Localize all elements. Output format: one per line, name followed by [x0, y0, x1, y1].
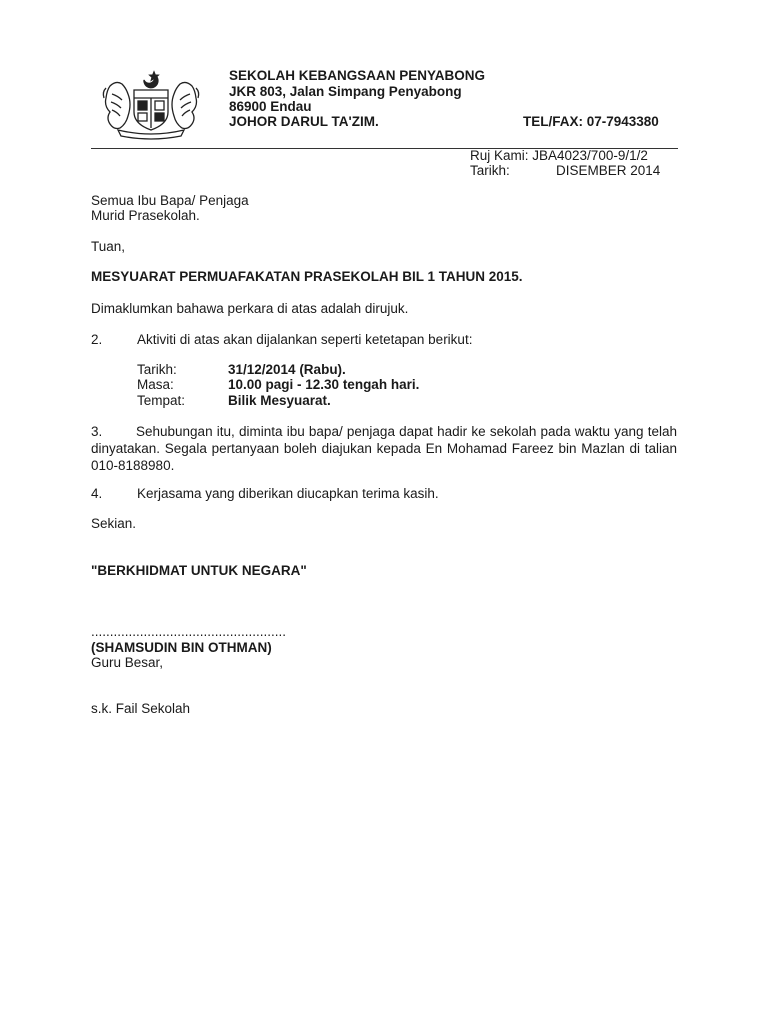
- paragraph-4-text: Kerjasama yang diberikan diucapkan terima kasih.: [137, 486, 439, 501]
- detail-label-time: Masa:: [137, 377, 174, 392]
- paragraph-3-number: 3.: [91, 424, 103, 439]
- address-line-2: 86900 Endau: [229, 99, 312, 114]
- malaysia-coat-of-arms-icon: [96, 68, 206, 140]
- closing: Sekian.: [91, 516, 137, 531]
- address-line-1: JKR 803, Jalan Simpang Penyabong: [229, 84, 462, 99]
- date-value: DISEMBER 2014: [556, 163, 661, 178]
- paragraph-3: [91, 423, 677, 474]
- school-name: SEKOLAH KEBANGSAAN PENYABONG: [229, 68, 486, 83]
- carbon-copy: s.k. Fail Sekolah: [91, 701, 191, 716]
- paragraph-2-number: 2.: [91, 332, 103, 347]
- paragraph-3-text: Sehubungan itu, diminta ibu bapa/ penjaga dapat hadir ke sekolah pada waktu yang telah dinyatakan. Segala pertanyaan boleh diajukan kepada En Mohamad Fareez bin Mazlan di talian 010-8188980.: [91, 424, 677, 473]
- detail-label-date: Tarikh:: [137, 362, 177, 377]
- date-label: Tarikh:: [470, 163, 510, 178]
- paragraph-4-number: 4.: [91, 486, 103, 501]
- address-line-3: JOHOR DARUL TA'ZIM.: [229, 114, 379, 129]
- subject: MESYUARAT PERMUAFAKATAN PRASEKOLAH BIL 1 TAHUN 2015.: [91, 269, 523, 284]
- telfax: TEL/FAX: 07-7943380: [523, 114, 659, 129]
- detail-value-venue: Bilik Mesyuarat.: [228, 393, 331, 408]
- signatory-name: (SHAMSUDIN BIN OTHMAN): [91, 640, 272, 655]
- motto: "BERKHIDMAT UNTUK NEGARA": [91, 563, 307, 578]
- paragraph-2-text: Aktiviti di atas akan dijalankan seperti ketetapan berikut:: [137, 332, 473, 347]
- paragraph-1: Dimaklumkan bahawa perkara di atas adalah dirujuk.: [91, 301, 409, 316]
- detail-value-date: 31/12/2014 (Rabu).: [228, 362, 346, 377]
- signatory-title: Guru Besar,: [91, 655, 164, 670]
- recipient-line-2: Murid Prasekolah.: [91, 208, 200, 223]
- salutation: Tuan,: [91, 239, 126, 254]
- signature-line: ....................................................: [91, 624, 287, 639]
- reference-number: Ruj Kami: JBA4023/700-9/1/2: [470, 148, 648, 163]
- recipient-line-1: Semua Ibu Bapa/ Penjaga: [91, 193, 249, 208]
- detail-label-venue: Tempat:: [137, 393, 186, 408]
- detail-value-time: 10.00 pagi - 12.30 tengah hari.: [228, 377, 420, 392]
